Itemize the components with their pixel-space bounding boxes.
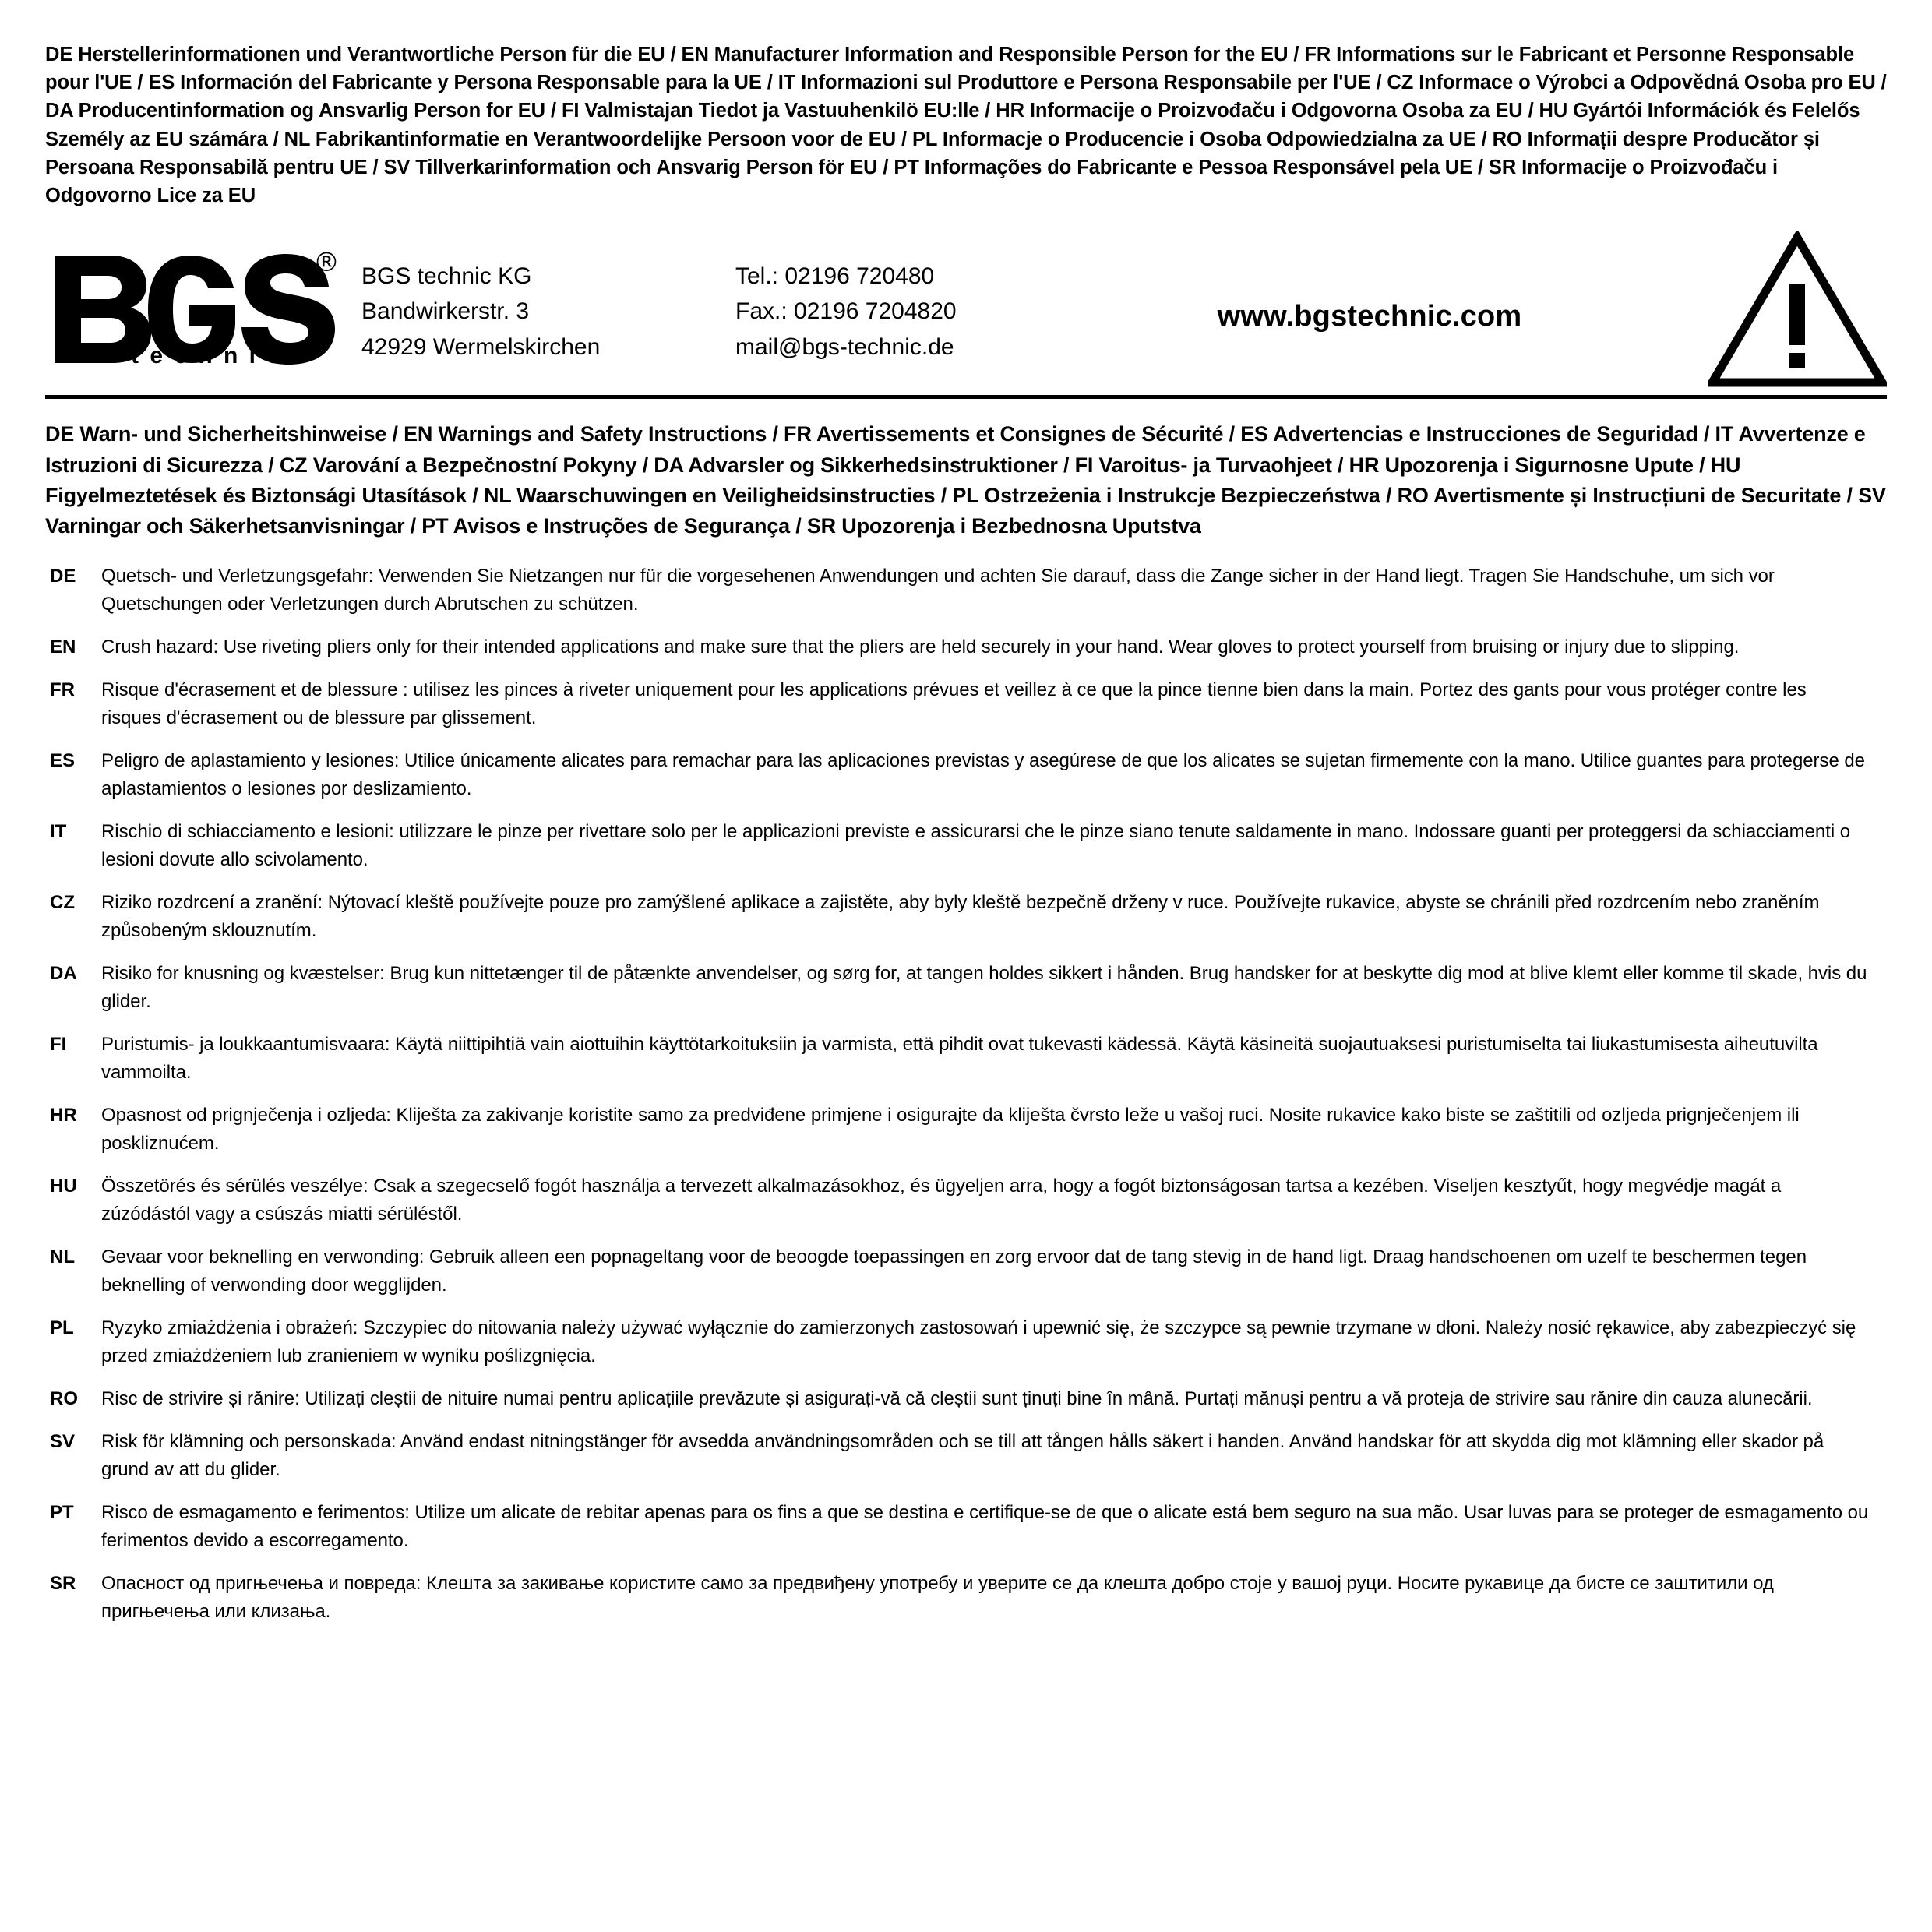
language-code: IT bbox=[50, 820, 67, 842]
company-tel: Tel.: 02196 720480 bbox=[735, 263, 935, 289]
safety-text: Ryzyko zmiażdżenia i obrażeń: Szczypiec do nitowania należy używać wyłącznie do zamierzonych zastosowań i upewnić się, że szczypce są pewnie trzymane w dłoni. Należy nosić rękawice, aby zabezpieczyć się przed zmiażdżeniem lub zranieniem w wyniku poślizgnięcia. bbox=[101, 1317, 1856, 1366]
company-email: mail@bgs-technic.de bbox=[735, 334, 954, 361]
safety-text: Rischio di schiacciamento e lesioni: utilizzare le pinze per rivettare solo per le applicazioni previste e assicurarsi che le pinze siano tenute saldamente in mano. Indossare guanti per proteggersi da schiacciamenti o lesioni dovute allo scivolamento. bbox=[101, 820, 1851, 870]
safety-text: Peligro de aplastamiento y lesiones: Utilice únicamente alicates para remachar para las aplicaciones previstas y asegúrese de que los alicates se sujetan firmemente con la mano. Utilice guantes para protegerse de aplastamientos o lesiones por deslizamiento. bbox=[101, 749, 1865, 799]
warning-triangle-icon bbox=[1692, 231, 1887, 387]
safety-text: Risc de strivire și rănire: Utilizați cleștii de nituire numai pentru aplicațiile prevăzute și asigurați-vă că cleștii sunt ținuți bine în mână. Purtați mănuși pentru a vă proteja de strivire sau rănire din cauza alunecării. bbox=[101, 1387, 1813, 1409]
company-fax: Fax.: 02196 7204820 bbox=[735, 298, 957, 325]
list-item bbox=[45, 1314, 1887, 1370]
list-item bbox=[45, 676, 1887, 732]
list-item bbox=[45, 889, 1887, 945]
safety-text: Опасност од пригњечења и повреда: Клешта за закивање користите само за предвиђену употребу и уверите се да клешта добро стоје у вашој руци. Носите рукавице да бисте се заштитили од пригњечења или клизања. bbox=[101, 1572, 1774, 1622]
company-street: Bandwirkerstr. 3 bbox=[361, 298, 530, 325]
company-website: www.bgstechnic.com bbox=[1217, 299, 1522, 333]
language-code: HR bbox=[50, 1104, 77, 1126]
svg-text:®: ® bbox=[313, 251, 340, 279]
list-item bbox=[45, 960, 1887, 1016]
safety-text: Crush hazard: Use riveting pliers only for their intended applications and make sure that the pliers are held securely in your hand. Wear gloves to protect yourself from bruising or injury due to slipping. bbox=[101, 636, 1740, 658]
list-item bbox=[45, 747, 1887, 803]
svg-text:t e c h n i c: t e c h n i c bbox=[131, 343, 283, 368]
language-code: PT bbox=[50, 1501, 74, 1523]
bgs-logo bbox=[45, 251, 361, 368]
language-code: CZ bbox=[50, 891, 75, 913]
company-city: 42929 Wermelskirchen bbox=[361, 334, 601, 361]
language-code: FI bbox=[50, 1033, 67, 1055]
safety-text: Puristumis- ja loukkaantumisvaara: Käytä niittipihtiä vain aiottuihin käyttötarkoituksiin ja varmista, että pihdit ovat tukevasti kädessä. Käytä käsineitä suojautuaksesi puristumiselta tai liukastumisesta aiheutuvilta vammoilta. bbox=[101, 1033, 1818, 1083]
safety-text: Risque d'écrasement et de blessure : utilisez les pinces à riveter uniquement pour les applications prévues et veillez à ce que la pince tienne bien dans la main. Portez des gants pour vous protéger contre les risques d'écrasement ou de blessure par glissement. bbox=[101, 679, 1807, 728]
language-code: PL bbox=[50, 1317, 74, 1338]
safety-instruction-list bbox=[45, 562, 1887, 1626]
safety-text: Riziko rozdrcení a zranění: Nýtovací kleště používejte pouze pro zamýšlené aplikace a zajistěte, aby byly kleště bezpečně drženy v ruce. Používejte rukavice, abyste se chránili před rozdrcením nebo zraněním způsobeným sklouznutím. bbox=[101, 891, 1820, 941]
list-item bbox=[45, 1243, 1887, 1299]
language-code: SV bbox=[50, 1430, 76, 1452]
language-code: RO bbox=[50, 1387, 78, 1409]
list-item bbox=[45, 1102, 1887, 1158]
list-item bbox=[45, 1428, 1887, 1484]
list-item bbox=[45, 1385, 1887, 1413]
language-code: NL bbox=[50, 1246, 75, 1267]
company-name: BGS technic KG bbox=[361, 263, 532, 289]
list-item bbox=[45, 1172, 1887, 1229]
manufacturer-info-title: DE Herstellerinformationen und Verantwortliche Person für die EU / EN Manufacturer Information and Responsible Person for the EU / FR Informations sur le Fabricant et Personne Responsable pour l'UE / ES Información del Fabricante y Persona Responsable para la UE / IT Informazioni sul Produttore e Persona Responsabile per l'UE / CZ Informace o Výrobci a Odpovědná Osoba pro EU / DA Producentinformation og Ansvarlig Person for EU / FI Valmistajan Tiedot ja Vastuuhenkilö EU:lle / HR Informacije o Proizvođaču i Odgovorna Osoba za EU / HU Gyártói Információk és Felelős Személy az EU számára / NL Fabrikantinformatie en Verantwoordelijke Persoon voor de EU / PL Informacje o Producencie i Osoba Odpowiedzialna za UE / RO Informații despre Producător și Persoana Responsabilă pentru UE / SV Tillverkarinformation och Ansvarig Person för EU / PT Informações do Fabricante e Pessoa Responsável pela UE / SR Informacije o Proizvođaču i Odgovorno Lice za EU bbox=[45, 44, 1887, 207]
language-code: FR bbox=[50, 679, 75, 700]
safety-text: Quetsch- und Verletzungsgefahr: Verwenden Sie Nietzangen nur für die vorgesehenen Anwendungen und achten Sie darauf, dass die Zange sicher in der Hand liegt. Tragen Sie Handschuhe, um sich vor Quetschungen oder Verletzungen durch Abrutschen zu schützen. bbox=[101, 565, 1775, 615]
language-code: EN bbox=[50, 636, 76, 658]
company-contact bbox=[735, 254, 1070, 365]
list-item bbox=[45, 1499, 1887, 1555]
list-item bbox=[45, 1031, 1887, 1087]
safety-text: Gevaar voor beknelling en verwonding: Gebruik alleen een popnageltang voor de beoogde toepassingen en zorg ervoor dat de tang stevig in de hand ligt. Draag handschoenen om uzelf te beschermen tegen beknelling of verwonding door wegglijden. bbox=[101, 1246, 1807, 1296]
safety-text: Opasnost od prignječenja i ozljeda: Kliješta za zakivanje koristite samo za predviđene primjene i osigurajte da kliješta čvrsto leže u vašoj ruci. Nosite rukavice kako biste se zaštitili od ozljeda prignječenjem ili poskliznućem. bbox=[101, 1104, 1800, 1154]
safety-text: Risco de esmagamento e ferimentos: Utilize um alicate de rebitar apenas para os fins a que se destina e certifique-se de que o alicate está bem seguro na sua mão. Usar luvas para se proteger de esmagamento ou ferimentos devido a escorregamento. bbox=[101, 1501, 1869, 1551]
language-code: DE bbox=[50, 565, 76, 587]
list-item bbox=[45, 818, 1887, 874]
language-code: SR bbox=[50, 1572, 76, 1594]
list-item bbox=[45, 1570, 1887, 1626]
list-item bbox=[45, 633, 1887, 661]
company-header-band bbox=[45, 227, 1887, 399]
language-code: DA bbox=[50, 962, 77, 984]
language-code: HU bbox=[50, 1175, 77, 1197]
company-address bbox=[361, 254, 735, 365]
safety-text: Risiko for knusning og kvæstelser: Brug kun nittetænger til de påtænkte anvendelser, og sørg for, at tangen holdes sikkert i hånden. Brug handsker for at beskytte dig mod at blive klemt eller komme til skade, hvis du glider. bbox=[101, 962, 1867, 1012]
list-item bbox=[45, 562, 1887, 619]
safety-section-heading: DE Warn- und Sicherheitshinweise / EN Warnings and Safety Instructions / FR Avertissements et Consignes de Sécurité / ES Advertencias e Instrucciones de Seguridad / IT Avvertenze e Istruzioni di Sicurezza / CZ Varování a Bezpečnostní Pokyny / DA Advarsler og Sikkerhedsinstruktioner / FI Varoitus- ja Turvaohjeet / HR Upozorenja i Sigurnosne Upute / HU Figyelmeztetések és Biztonsági Utasítások / NL Waarschuwingen en Veiligheidsinstructies / PL Ostrzeżenia i Instrukcje Bezpieczeństwa / RO Avertismente și Instrucțiuni de Securitate / SV Varningar och Säkerhetsanvisningar / PT Avisos e Instruções de Segurança / SR Upozorenja i Bezbednosna Uputstva bbox=[45, 422, 1886, 538]
language-code: ES bbox=[50, 749, 76, 771]
safety-text: Összetörés és sérülés veszélye: Csak a szegecselő fogót használja a tervezett alkalmazásokhoz, és ügyeljen arra, hogy a fogót biztonságosan tartsa a kezében. Viseljen kesztyűt, hogy megvédje magát a zúzódástól vagy a csúszás miatti sérüléstől. bbox=[101, 1175, 1782, 1225]
safety-text: Risk för klämning och personskada: Använd endast nitningstänger för avsedda användningsområden och se till att tången hålls säkert i handen. Använd handskar för att skydda dig mot klämning eller skador på grund av att du glider. bbox=[101, 1430, 1824, 1480]
